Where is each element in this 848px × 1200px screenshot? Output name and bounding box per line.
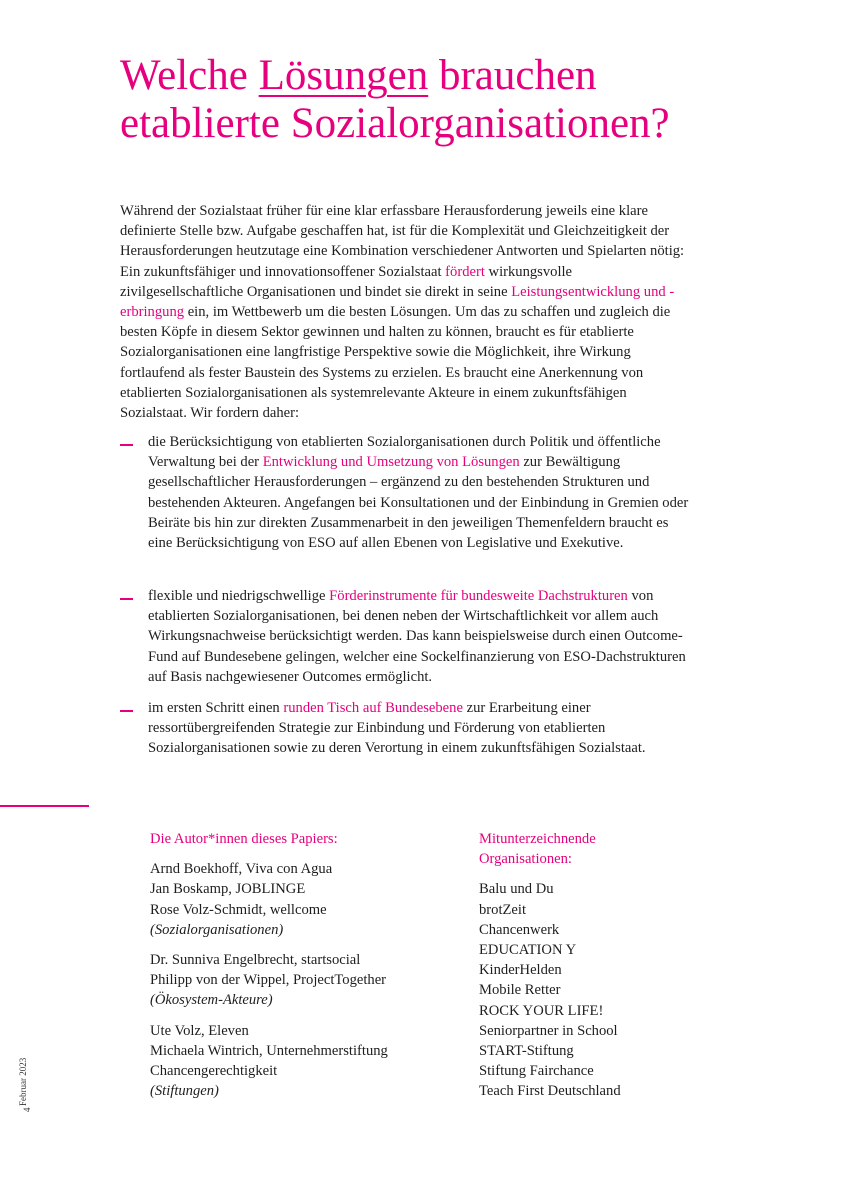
list-item: EDUCATION Y bbox=[479, 942, 577, 959]
list-item: brotZeit bbox=[479, 901, 527, 918]
page-number: 4 bbox=[22, 1107, 32, 1112]
highlight-leistungsentwicklung: Leistungsentwicklung und -erbringung bbox=[120, 283, 675, 321]
list-item: Teach First Deutschland bbox=[479, 1083, 621, 1100]
demand-bullet-2: flexible und niedrigschwellige Förderinstrumente für bundesweite Dachstrukturen von etablierten Sozialorganisationen, bei denen neben der Wirtschaftlichkeit vor allem auch Wirkungsnachweise berücksichtigt werden. Das kann beispielsweise durch einen Outcome-Fund auf Bundesebene gelingen, welcher eine Sockelfinanzierung von ESO-Dachstrukturen auf Basis nachgewiesener Outcomes ermöglicht. bbox=[148, 588, 686, 685]
section-divider bbox=[0, 805, 89, 807]
list-item: Mobile Retter bbox=[479, 982, 561, 999]
highlight-foerdert: fördert bbox=[445, 263, 485, 280]
author-group: Ute Volz, Eleven Michaela Wintrich, Unternehmerstiftung Chancengerechtigkeit (Stiftungen) bbox=[150, 1022, 388, 1100]
bullet-dash bbox=[120, 598, 133, 600]
list-item: Stiftung Fairchance bbox=[479, 1063, 594, 1080]
page-title: Welche Lösungen brauchen etablierte Sozialorganisationen? bbox=[120, 52, 670, 147]
list-item: START-Stiftung bbox=[479, 1043, 574, 1060]
list-item: KinderHelden bbox=[479, 962, 562, 979]
list-item: Chancenwerk bbox=[479, 921, 560, 938]
cosigners-heading: Mitunterzeichnende Organisationen: bbox=[479, 831, 596, 868]
list-item: Seniorpartner in School bbox=[479, 1022, 618, 1039]
bullet-dash bbox=[120, 444, 133, 446]
cosigner-list bbox=[479, 879, 729, 1101]
authors-column bbox=[150, 829, 450, 1111]
list-item: ROCK YOUR LIFE! bbox=[479, 1002, 604, 1019]
author-group: Dr. Sunniva Engelbrecht, startsocial Philipp von der Wippel, ProjectTogether (Ökosystem-Akteure) bbox=[150, 952, 387, 1009]
author-group: Arnd Boekhoff, Viva con Agua Jan Boskamp, JOBLINGE Rose Volz-Schmidt, wellcome (Sozialorganisationen) bbox=[150, 861, 333, 938]
authors-heading: Die Autor*innen dieses Papiers: bbox=[150, 831, 338, 847]
cosigners-column bbox=[479, 829, 729, 1102]
intro-paragraph: Während der Sozialstaat früher für eine klar erfassbare Herausforderung jeweils eine klare definierte Stelle bzw. Aufgabe geschaffen hat, ist für die Komplexität und Gleichzeitigkeit der Herausforderungen heutzutage eine Kombination verschiedener Antworten und Spielarten nötig: Ein zukunftsfähiger und innovationsoffener Sozialstaat fördert wirkungsvolle zivilgesellschaftliche Organisationen und bindet sie direkt in seine Leistungsentwicklung und -erbringung ein, im Wettbewerb um die besten Lösungen. Um das zu schaffen und zugleich die besten Köpfe in diesem Sektor gewinnen und halten zu können, braucht es für etablierte Sozialorganisationen eine langfristige Perspektive sowie die Möglichkeit, ihre Wirkung fortlaufend als fester Baustein des Systems zu erzielen. Es braucht eine Anerkennung von etablierten Sozialorganisationen als systemrelevante Akteure in einem zukunftsfähigen Sozialstaat. Wir fordern daher: bbox=[120, 203, 685, 422]
bullet-dash bbox=[120, 710, 133, 712]
demand-bullet-1: die Berücksichtigung von etablierten Sozialorganisationen durch Politik und öffentliche Verwaltung bei der Entwicklung und Umsetzung von Lösungen zur Bewältigung gesellschaftlicher Herausforderungen – ergänzend zu den bestehenden Strukturen und bestehenden Akteuren. Angefangen bei Konsultationen und der Einbindung in Gremien oder Beiräte bis hin zur direkten Zusammenarbeit in den jeweiligen Themenfeldern braucht es eine Berücksichtigung von ESO auf allen Ebenen von Legislative und Exekutive. bbox=[148, 434, 689, 552]
footer-date: Februar 2023 bbox=[18, 1057, 28, 1106]
list-item: Balu und Du bbox=[479, 881, 554, 898]
demand-bullet-3: im ersten Schritt einen runden Tisch auf Bundesebene zur Erarbeitung einer ressortübergreifenden Strategie zur Einbindung und Förderung von etablierten Sozialorganisationen sowie zu deren Verortung in einem zukunftsfähigen Sozialstaat. bbox=[148, 700, 646, 757]
title-underlined-word: Lösungen bbox=[258, 52, 429, 99]
